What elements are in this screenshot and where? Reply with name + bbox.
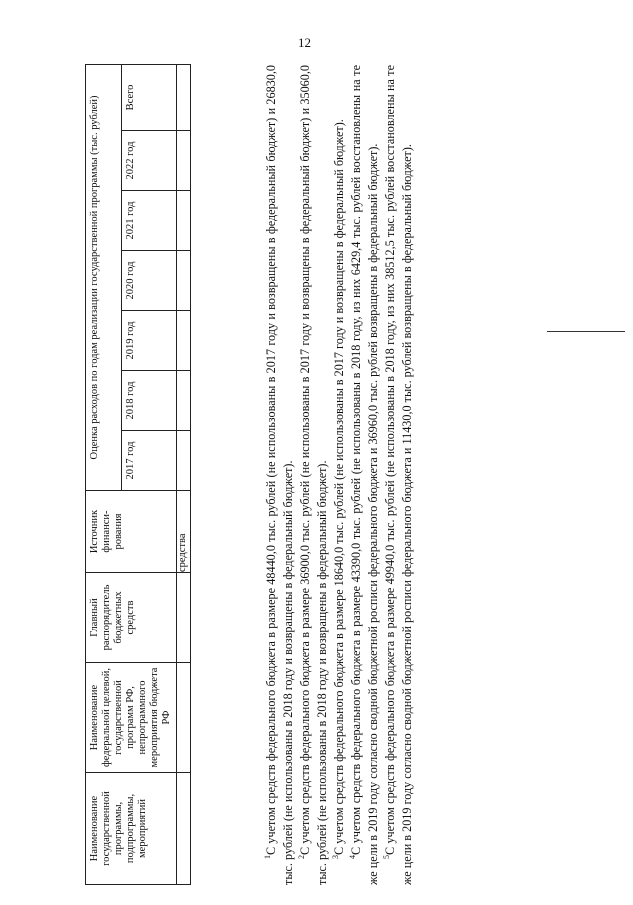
footnote-text: С учетом средств федерального бюджета в размере 49940,0 тыс. рублей (не использованы в 2018 году, из них 38512,5 тыс. рублей восстановлены на те же цели в 2019 году согласно сводной бюджетной росписи федерального бюджета и 11430,0 тыс. рублей возвращены в федеральный бюджет). [383,65,414,885]
end-rule [547,331,625,332]
header-estimate-group: Оценка расходов по годам реализации государственной программы (тыс. рублей) [86,64,122,490]
footnote-5 [382,65,416,885]
table-header-row [86,64,122,884]
table-cell [177,191,190,251]
table-cell [177,371,190,431]
table-cell [177,573,190,663]
table-row [177,64,190,884]
footnote-mark: 3 [330,855,340,859]
header-year-2018: 2018 год [122,371,177,431]
header-year-2017: 2017 год [122,431,177,491]
footnote-mark: 5 [381,855,391,859]
table-cell [177,64,190,130]
rotated-page-content [85,65,565,885]
table-cell [177,773,190,885]
header-total: Всего [122,64,177,130]
header-year-2022: 2022 год [122,131,177,191]
header-year-2019: 2019 год [122,311,177,371]
footnote-1 [263,65,297,885]
footnote-mark: 1 [262,855,272,859]
source-cell: средства [177,491,190,573]
footnote-text: С учетом средств федерального бюджета в размере 18640,0 тыс. рублей (не использованы в 2017 году и возвращены в федеральный бюджет). [332,119,346,855]
footnote-2 [297,65,331,885]
header-distributor: Главный распорядитель бюджетных средств [86,573,177,663]
footnote-text: С учетом средств федерального бюджета в размере 48440,0 тыс. рублей (не использованы в 2017 году и возвращены в федеральный бюджет) и 26830,0 тыс. рублей (не использованы в 2018 году и возвращены в федеральный бюджет). [264,65,295,885]
footnote-4 [348,65,382,885]
table-cell [177,131,190,191]
footnote-mark: 2 [296,855,306,859]
footnote-text: С учетом средств федерального бюджета в размере 43390,0 тыс. рублей (не использованы в 2018 году, из них 6429,4 тыс. рублей восстановлены на те же цели в 2019 году согласно сводной бюджетной росписи федерального бюджета и 36960,0 тыс. рублей возвращены в федеральный бюджет). [349,65,380,885]
footnote-text: С учетом средств федерального бюджета в размере 36900,0 тыс. рублей (не использованы в 2017 году и возвращены в федеральный бюджет) и 35060,0 тыс. рублей (не использованы в 2018 году и возвращены в федеральный бюджет). [298,65,329,885]
header-year-2021: 2021 год [122,191,177,251]
footnote-3 [331,65,348,885]
header-source: Источник финанси-рования [86,491,177,573]
table-cell [177,663,190,773]
table-cell [177,251,190,311]
expenses-table [85,64,191,885]
table-cell [177,311,190,371]
footnotes [263,65,416,885]
page-number: 12 [298,35,311,50]
header-program: Наименование государственной программы, подпрограммы, мероприятий [86,773,177,885]
footnote-mark: 4 [347,855,357,859]
header-federal-program: Наименование федеральной целевой, государственной программ РФ, непрограммного мероприятия бюджета РФ [86,663,177,773]
table-cell [177,431,190,491]
header-year-2020: 2020 год [122,251,177,311]
